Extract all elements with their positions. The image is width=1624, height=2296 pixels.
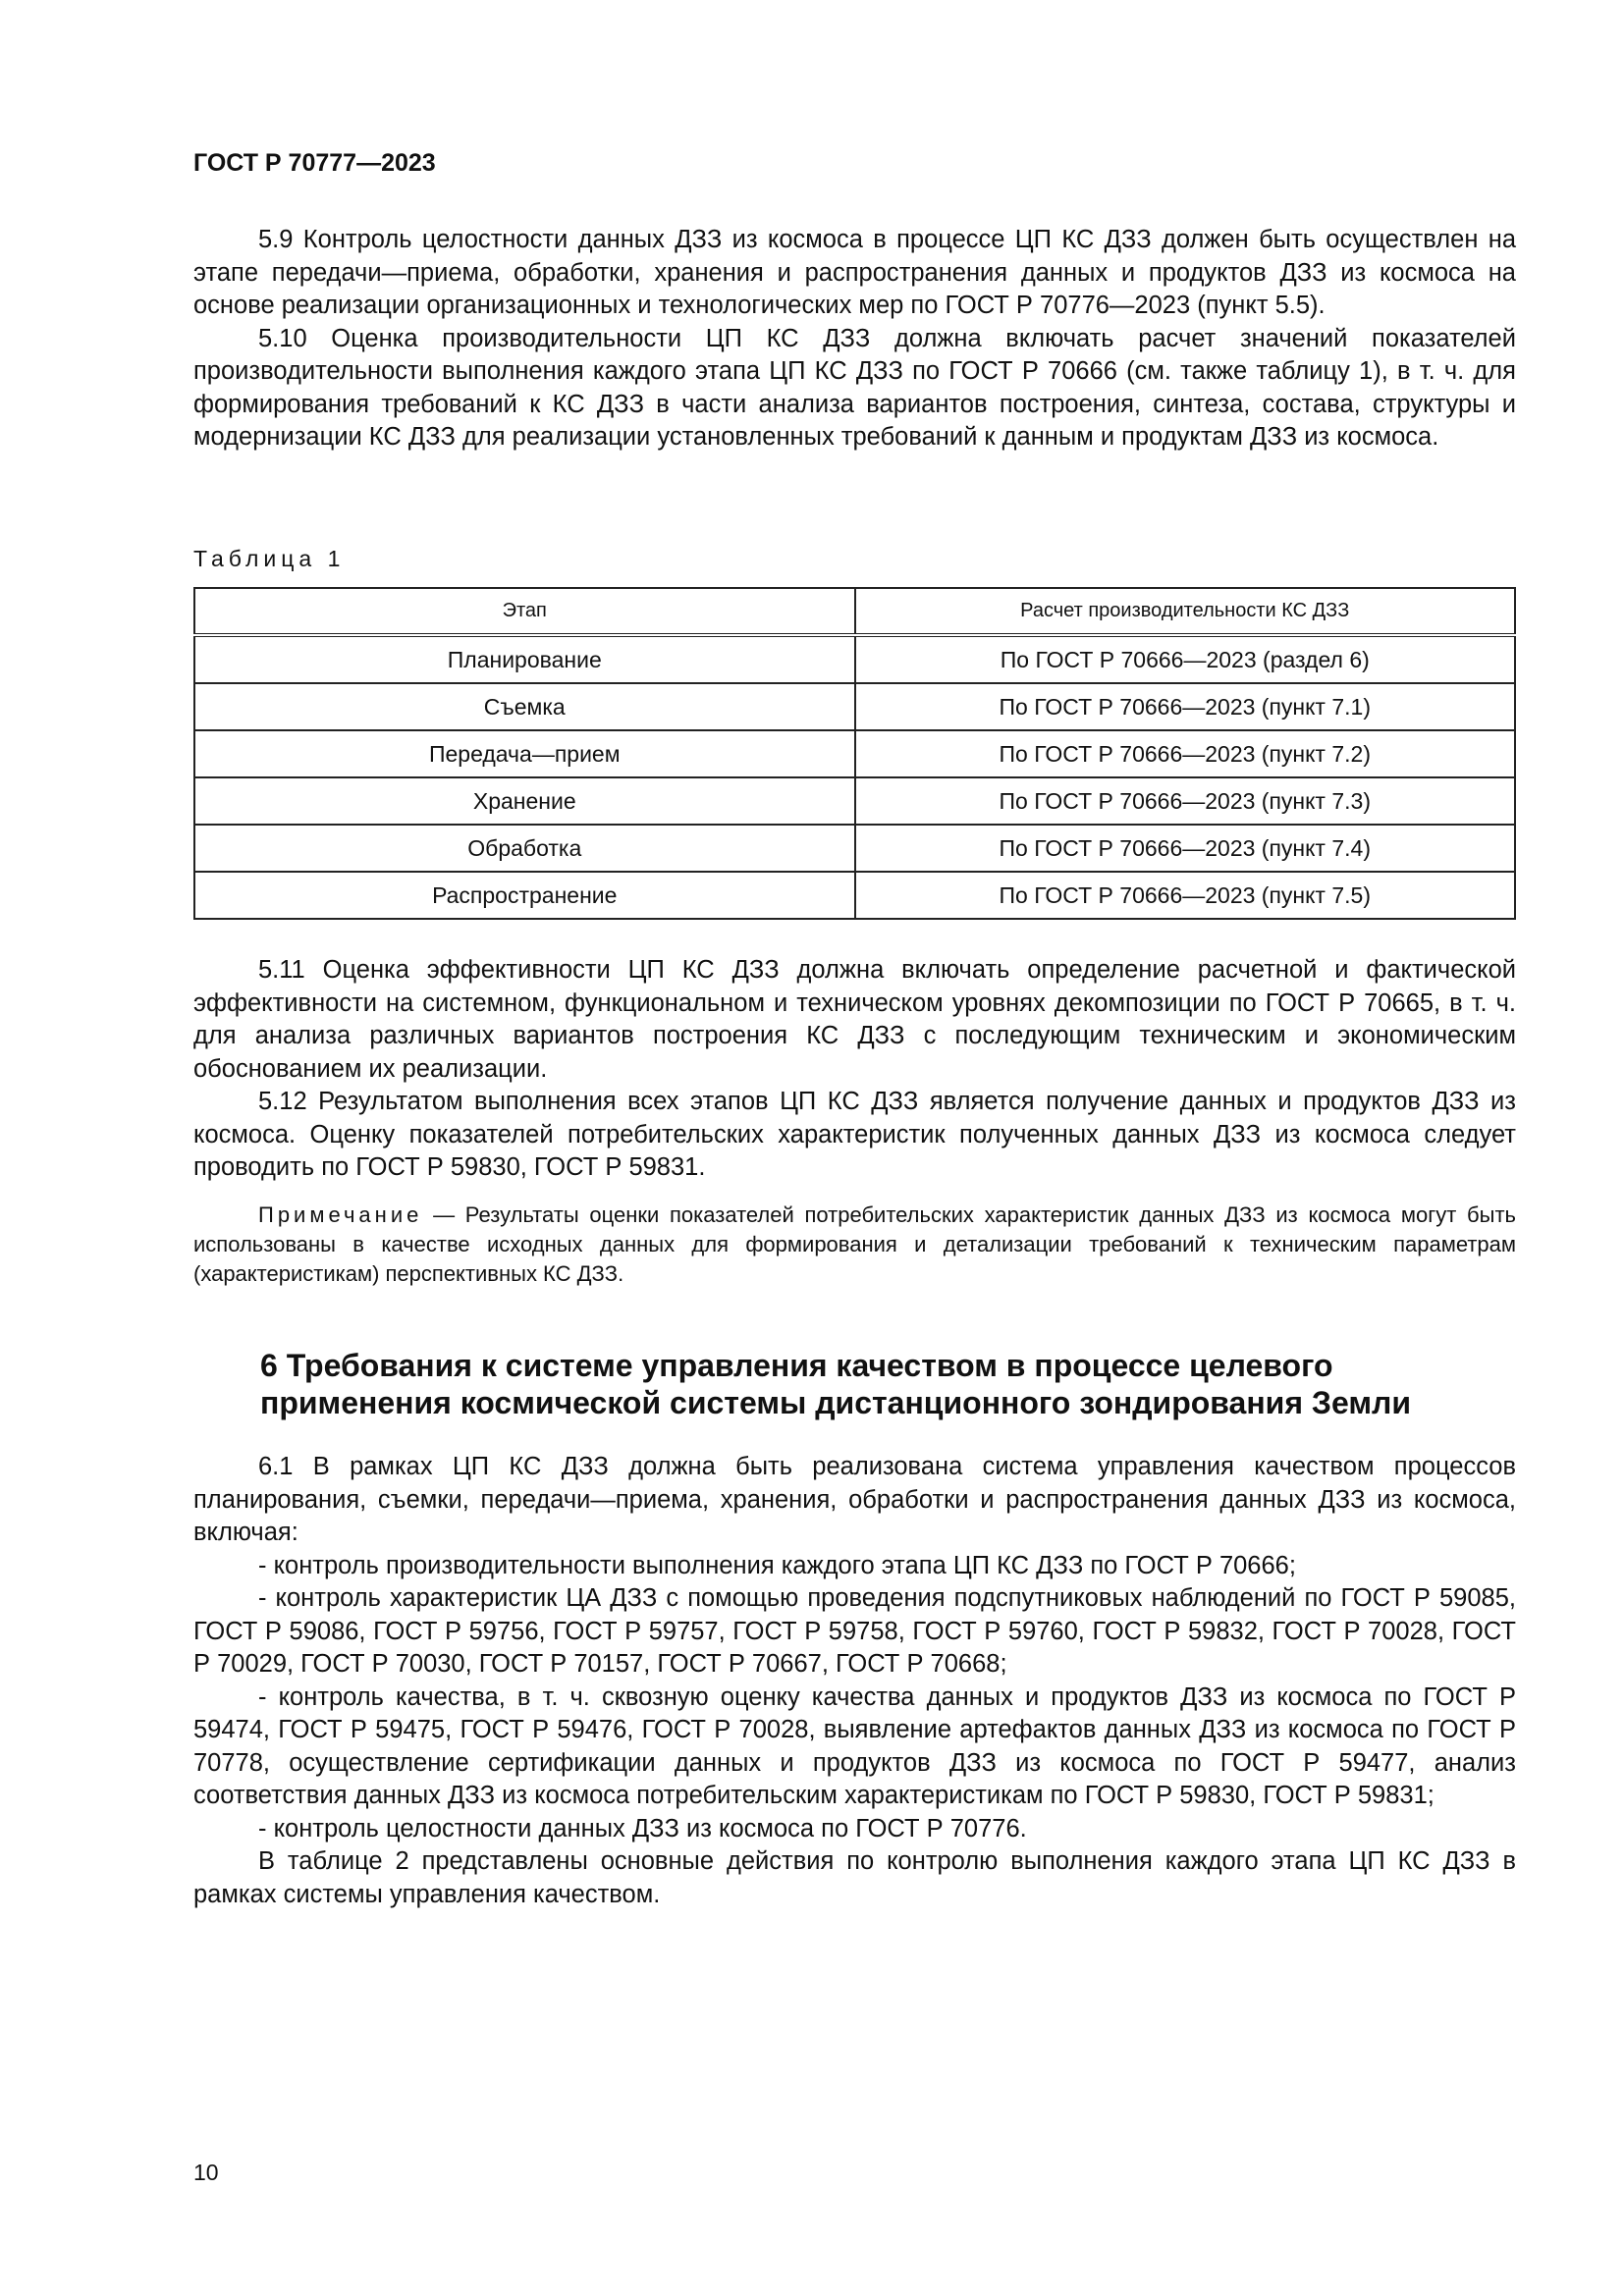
cell-calc: По ГОСТ Р 70666—2023 (пункт 7.4) [855, 825, 1516, 872]
note-label: Примечание [258, 1202, 423, 1227]
table-1-caption: Таблица 1 [193, 546, 346, 571]
table-row [194, 730, 1515, 777]
clause-5-11: 5.11 Оценка эффективности ЦП КС ДЗЗ должна включать определение расчетной и фактической эффективности на системном, функциональном и техническом уровнях декомпозиции по ГОСТ Р 70665, в т. ч. для анализа различных вариантов построения КС ДЗЗ с последующим техническим и экономическим обоснованием их реализации. [193, 956, 1516, 1083]
cell-calc: По ГОСТ Р 70666—2023 (пункт 7.1) [855, 683, 1516, 730]
list-item: - контроль целостности данных ДЗЗ из космоса по ГОСТ Р 70776. [258, 1814, 1027, 1842]
cell-stage: Съемка [194, 683, 855, 730]
document-page [193, 0, 1516, 2296]
table-row [194, 777, 1515, 825]
cell-stage: Распространение [194, 872, 855, 919]
cell-stage: Обработка [194, 825, 855, 872]
cell-calc: По ГОСТ Р 70666—2023 (пункт 7.5) [855, 872, 1516, 919]
cell-stage: Передача—прием [194, 730, 855, 777]
note-text: — Результаты оценки показателей потребительских характеристик данных ДЗЗ из космоса могут быть использованы в качестве исходных данных для формирования и детализации требований к техническим параметрам (характеристикам) перспективных КС ДЗЗ. [193, 1202, 1516, 1286]
cell-stage: Хранение [194, 777, 855, 825]
list-item: - контроль производительности выполнения каждого этапа ЦП КС ДЗЗ по ГОСТ Р 70666; [258, 1551, 1296, 1579]
clause-5-10: 5.10 Оценка производительности ЦП КС ДЗЗ должна включать расчет значений показателей производительности выполнения каждого этапа ЦП КС ДЗЗ по ГОСТ Р 70666 (см. также таблицу 1), в т. ч. для формирования требований к КС ДЗЗ в части анализа вариантов построения, синтеза, состава, структуры и модернизации КС ДЗЗ для реализации установленных требований к данным и продуктам ДЗЗ из космоса. [193, 324, 1516, 451]
table-row [194, 825, 1515, 872]
column-header-calc: Расчет производительности КС ДЗЗ [855, 588, 1516, 635]
cell-calc: По ГОСТ Р 70666—2023 (пункт 7.3) [855, 777, 1516, 825]
table-header-row [194, 588, 1515, 635]
table-row [194, 872, 1515, 919]
column-header-stage: Этап [194, 588, 855, 635]
note [193, 1201, 1516, 1289]
list-item: - контроль характеристик ЦА ДЗЗ с помощью проведения подспутниковых наблюдений по ГОСТ Р 59085, ГОСТ Р 59086, ГОСТ Р 59756, ГОСТ Р 59757, ГОСТ Р 59758, ГОСТ Р 59760, ГОСТ Р 59832, ГОСТ Р 70028, ГОСТ Р 70029, ГОСТ Р 70030, ГОСТ Р 70157, ГОСТ Р 70667, ГОСТ Р 70668; [193, 1584, 1516, 1678]
cell-calc: По ГОСТ Р 70666—2023 (раздел 6) [855, 635, 1516, 683]
document-header: ГОСТ Р 70777—2023 [193, 149, 436, 177]
clause-6-1: 6.1 В рамках ЦП КС ДЗЗ должна быть реализована система управления качеством процессов планирования, съемки, передачи—приема, хранения, обработки и распространения данных ДЗЗ из космоса, включая: [193, 1453, 1516, 1546]
cell-stage: Планирование [194, 635, 855, 683]
table-row [194, 683, 1515, 730]
table-row [194, 635, 1515, 683]
clause-5-12: 5.12 Результатом выполнения всех этапов ЦП КС ДЗЗ является получение данных и продуктов ДЗЗ из космоса. Оценку показателей потребительских характеристик полученных данных ДЗЗ из космоса следует проводить по ГОСТ Р 59830, ГОСТ Р 59831. [193, 1088, 1516, 1181]
clause-5-9: 5.9 Контроль целостности данных ДЗЗ из космоса в процессе ЦП КС ДЗЗ должен быть осуществлен на этапе передачи—приема, обработки, хранения и распространения данных и продуктов ДЗЗ из космоса на основе реализации организационных и технологических мер по ГОСТ Р 70776—2023 (пункт 5.5). [193, 226, 1516, 319]
table-2-reference: В таблице 2 представлены основные действия по контролю выполнения каждого этапа ЦП КС ДЗЗ в рамках системы управления качеством. [193, 1847, 1516, 1908]
list-item: - контроль качества, в т. ч. сквозную оценку качества данных и продуктов ДЗЗ из космоса по ГОСТ Р 59474, ГОСТ Р 59475, ГОСТ Р 59476, ГОСТ Р 70028, выявление артефактов данных ДЗЗ из космоса по ГОСТ Р 70778, осуществление сертификации данных и продуктов ДЗЗ из космоса по ГОСТ Р 59477, анализ соответствия данных ДЗЗ из космоса потребительским характеристикам по ГОСТ Р 59830, ГОСТ Р 59831; [193, 1682, 1516, 1809]
clauses-5-11-5-12 [193, 954, 1516, 1185]
page-number: 10 [193, 2160, 219, 2185]
table-1 [193, 587, 1516, 920]
cell-calc: По ГОСТ Р 70666—2023 (пункт 7.2) [855, 730, 1516, 777]
clauses-5-9-5-10 [193, 224, 1516, 454]
clause-6-1-block [193, 1451, 1516, 1911]
section-6-title: 6 Требования к системе управления качеством в процессе целевого применения космической системы дистанционного зондирования Земли [260, 1348, 1411, 1420]
